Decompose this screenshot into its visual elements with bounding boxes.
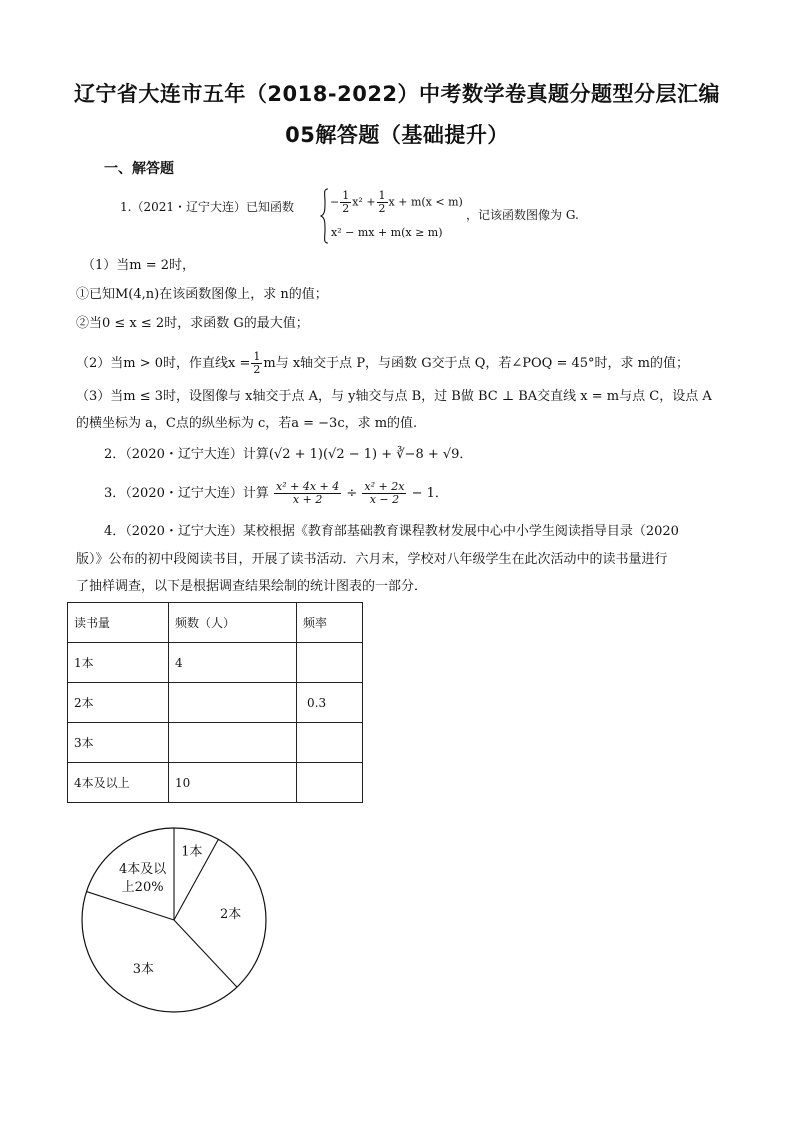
table-header-cell: 频数（人）	[169, 603, 297, 643]
pie-slice-label: 4本及以	[118, 861, 167, 877]
q4-line2: 版）》公布的初中段阅读书目，开展了读书活动．六月末，学校对八年级学生在此次活动中的读书量进行	[76, 552, 668, 567]
table-cell: 10	[169, 763, 297, 803]
q3: 3．（2020・辽宁大连）计算 $\frac{\text{x² + 4x + 4}}{x + 2}$ ÷ $\frac{\text{x² + 2x}}{x - 2}$ − 1．	[104, 480, 448, 506]
q1-prefix: 1.（2021・辽宁大连）已知函数	[120, 200, 294, 214]
document-title: 辽宁省大连市五年（2018-2022）中考数学卷真题分题型分层汇编	[73, 82, 721, 106]
pie-slice-label: 上20%	[121, 879, 164, 895]
table-cell: 3本	[68, 723, 169, 763]
q3-fraction-2: $\frac{\text{x² + 2x}}{x - 2}$	[364, 480, 405, 506]
pie-slice-label: 1本	[181, 844, 203, 860]
q1-part1b: ②当0 ≤ x ≤ 2时，求函数 G的最大值；	[76, 316, 309, 331]
q1-part1a: ①已知M(4,n)在该函数图像上，求 n的值；	[76, 287, 328, 302]
document-subtitle: 05解答题（基础提升）	[285, 123, 509, 147]
table-cell: 4本及以上	[68, 763, 169, 803]
half-fraction-2: $\frac{1}{2}$	[378, 189, 386, 215]
half-fraction-3: $\frac{1}{2}$	[253, 350, 261, 376]
q1-part1: （1）当m = 2时，	[82, 258, 196, 273]
section-heading: 一、解答题	[104, 161, 174, 177]
q1-piece1: − $\frac{1}{2}$ x² + $\frac{1}{2}$ x + m(x < m)	[330, 189, 463, 215]
q3-fraction-1: $\frac{\text{x² + 4x + 4}}{x + 2}$	[276, 480, 340, 506]
q4-line3: 了抽样调查，以下是根据调查结果绘制的统计图表的一部分．	[76, 579, 428, 594]
table-header-cell: 读书量	[68, 603, 169, 643]
q2: 2．（2020・辽宁大连）计算(√2 + 1)(√2 − 1) + ∛−8 + √9．	[104, 447, 473, 462]
pie-slice-label: 3本	[132, 962, 155, 978]
table-cell: 1本	[68, 643, 169, 683]
table-cell: 4	[169, 643, 297, 683]
table-cell: 0.3	[297, 683, 363, 723]
q1-piece2: x² − mx + m(x ≥ m)	[331, 226, 443, 239]
table-header-cell: 频率	[297, 603, 363, 643]
q4-line1: 4．（2020・辽宁大连）某校根据《教育部基础教育课程教材发展中心中小学生阅读指导目录（2020	[104, 524, 679, 539]
pie-slice-label: 2本	[219, 906, 242, 922]
q1-part2: （2）当m > 0时，作直线x = $\frac{1}{2}$ m与 x轴交于点 P，与函数 G交于点 Q，若∠POQ = 45°时，求 m的值；	[76, 350, 689, 376]
half-fraction-1: $\frac{1}{2}$	[342, 189, 350, 215]
q1-part3-line2: 的横坐标为 a，C点的纵坐标为 c，若a = −3c，求 m的值.	[76, 416, 418, 431]
q1-part3-line1: （3）当m ≤ 3时，设图像与 x轴交于点 A，与 y轴交与点 B，过 B做 BC ⊥ BA交直线 x = m与点 C，设点 A	[76, 389, 712, 404]
table-cell: 2本	[68, 683, 169, 723]
q1-suffix: ，记该函数图像为 G.	[466, 208, 579, 222]
